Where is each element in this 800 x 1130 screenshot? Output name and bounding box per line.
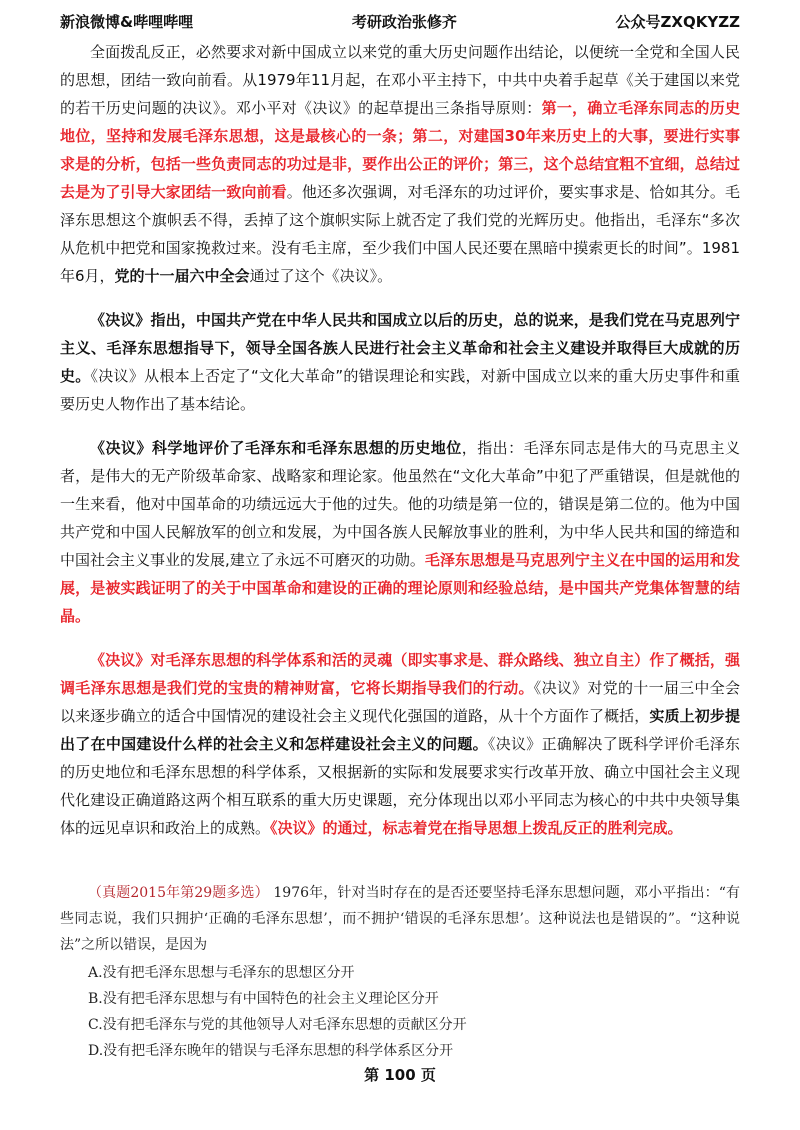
option-a: A.没有把毛泽东思想与毛泽东的思想区分开 <box>88 965 355 981</box>
option-b: B.没有把毛泽东思想与有中国特色的社会主义理论区分开 <box>88 991 439 1007</box>
option-c: C.没有把毛泽东与党的其他领导人对毛泽东思想的贡献区分开 <box>88 1017 467 1033</box>
article-body <box>60 38 740 842</box>
bold-run: 党的十一届六中全会 <box>114 267 250 285</box>
exam-question <box>60 880 740 1064</box>
text-run: 《决议》从根本上否定了“文化大革命”的错误理论和实践，对新中国成立以来的重大历史事件和重要历史人物作出了基本结论。 <box>60 367 740 413</box>
highlight-run: 《决议》对毛泽东思想的科学体系和活的灵魂（即实事求是、群众路线、独立自主）作了概括，强调毛泽东思想是我们党的宝贵的精神财富，它将长期指导我们的行动。 <box>60 651 740 697</box>
text-run: 《决议》正确解决了既科学评价毛泽东的历史地位和毛泽东思想的科学体系，又根据新的实际和发展要求实行改革开放、确立中国社会主义现代化建设正确道路这两个相互联系的重大历史课题，充分体现出以邓小平同志为核心的中共中央领导集体的远见卓识和政治上的成熟。 <box>60 735 740 837</box>
text-run: ，指出：毛泽东同志是伟大的马克思主义者，是伟大的无产阶级革命家、战略家和理论家。他虽然在“文化大革命”中犯了严重错误，但是就他的一生来看，他对中国革命的功绩远远大于他的过失。他的功绩是第一位的，错误是第二位的。他为中国共产党和中国人民解放军的创立和发展，为中国各族人民解放事业的胜利，为中华人民共和国的缔造和中国社会主义事业的发展,建立了永远不可磨灭的功勋。 <box>60 439 740 569</box>
paragraph-2 <box>60 306 740 418</box>
paragraph-1 <box>60 38 740 290</box>
page-header <box>60 10 740 32</box>
text-run: 通过了这个《决议》。 <box>249 267 393 285</box>
question-options <box>60 960 740 1064</box>
paragraph-4 <box>60 646 740 842</box>
text-run: 《决议》对党的十一届三中全会以来逐步确立的适合中国情况的建设社会主义现代化强国的道路，从十个方面作了概括， <box>60 679 740 725</box>
question-stem <box>60 880 740 958</box>
bold-run: 实质上初步提出了在中国建设什么样的社会主义和怎样建设社会主义的问题。 <box>60 707 740 753</box>
highlight-run: 《决议》的通过，标志着党在指导思想上拨乱反正的胜利完成。 <box>270 819 683 837</box>
paragraph-3 <box>60 434 740 630</box>
text-run: 全面拨乱反正，必然要求对新中国成立以来党的重大历史问题作出结论，以便统一全党和全国人民的思想，团结一致向前看。从1979年11月起，在邓小平主持下，中共中央着手起草《关于建国以来党的若干历史问题的决议》。邓小平对《决议》的起草提出三条指导原则： <box>60 43 740 117</box>
option-d: D.没有把毛泽东晚年的错误与毛泽东思想的科学体系区分开 <box>88 1043 454 1059</box>
text-run: 。他还多次强调，对毛泽东的功过评价，要实事求是、恰如其分。毛泽东思想这个旗帜丢不得，丢掉了这个旗帜实际上就否定了我们党的光辉历史。他指出，毛泽东“多次从危机中把党和国家挽救过来。没有毛主席，至少我们中国人民还要在黑暗中摸索更长的时间”。1981年6月， <box>60 183 740 285</box>
bold-run: 《决议》指出，中国共产党在中华人民共和国成立以后的历史，总的说来，是我们党在马克思列宁主义、毛泽东思想指导下，领导全国各族人民进行社会主义革命和社会主义建设并取得巨大成就的历史。 <box>60 311 740 385</box>
header-wechat-account: 公众号ZXQKYZZ <box>615 12 740 31</box>
question-text: 1976年，针对当时存在的是否还要坚持毛泽东思想问题，邓小平指出：“有些同志说，我们只拥护‘正确的毛泽东思想’，而不拥护‘错误的毛泽东思想’。这种说法也是错误的”。“这种说法”之所以错误，是因为 <box>60 885 740 953</box>
highlight-run: 毛泽东思想是马克思列宁主义在中国的运用和发展，是被实践证明了的关于中国革命和建设的正确的理论原则和经验总结，是中国共产党集体智慧的结晶。 <box>60 551 740 625</box>
bold-run: 《决议》科学地评价了毛泽东和毛泽东思想的历史地位 <box>90 439 462 457</box>
highlight-run: 第一，确立毛泽东同志的历史地位，坚持和发展毛泽东思想，这是最核心的一条；第二，对建国30年来历史上的大事，要进行实事求是的分析，包括一些负责同志的功过是非，要作出公正的评价；第三，这个总结宜粗不宜细，总结过去是为了引导大家团结一致向前看 <box>60 99 740 201</box>
page-number: 第 100 页 <box>364 1066 436 1084</box>
question-source: （真题2015年第29题多选） <box>88 885 269 901</box>
header-weibo-bilibili: 新浪微博&哔哩哔哩 <box>60 12 194 31</box>
header-title: 考研政治张修齐 <box>351 12 457 31</box>
